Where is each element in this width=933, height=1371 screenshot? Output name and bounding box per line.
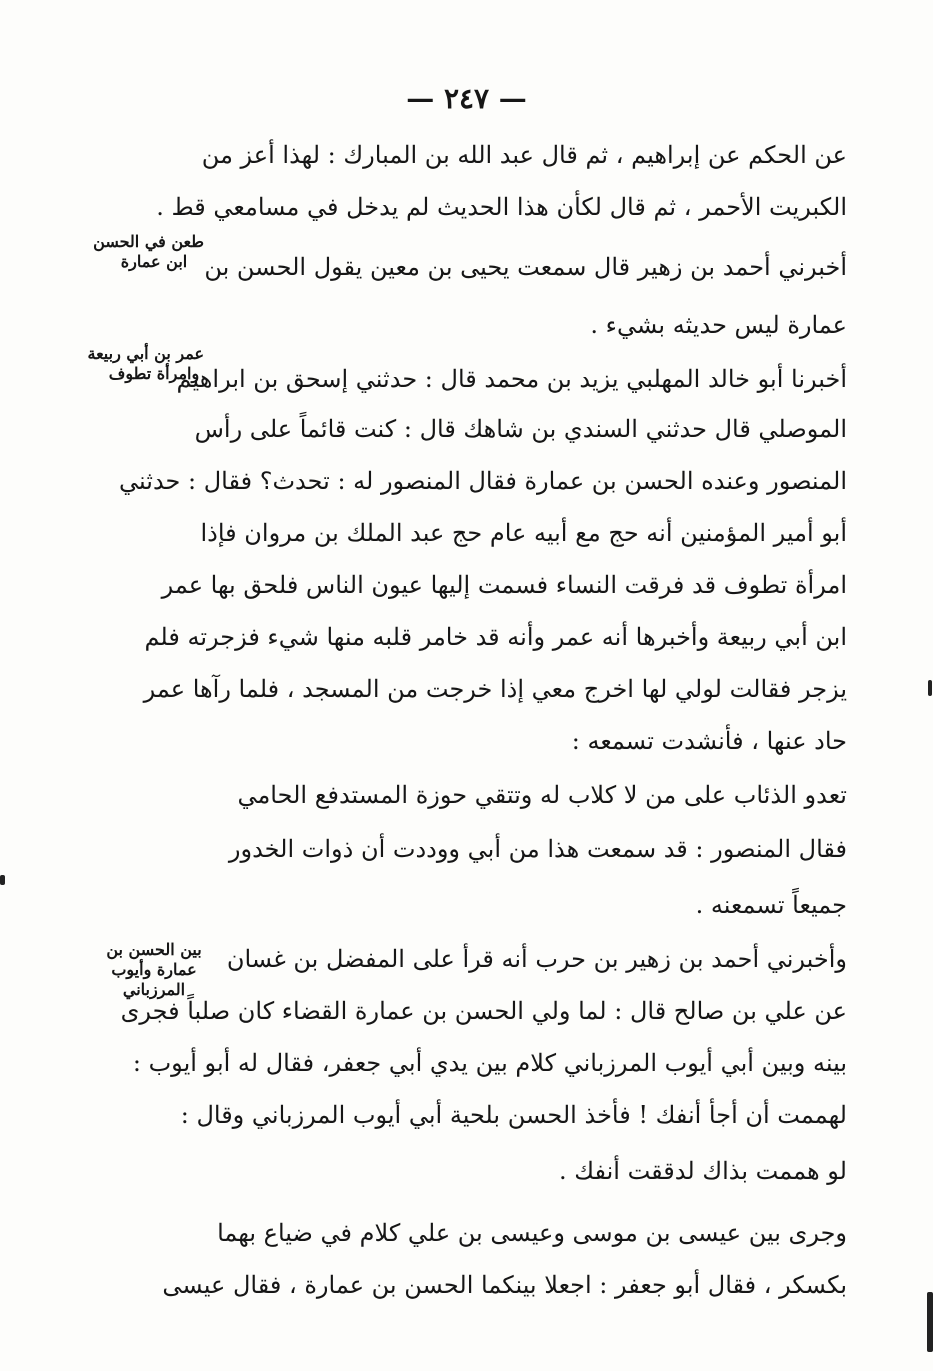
text-line: عمارة ليس حديثه بشيء . bbox=[590, 311, 847, 339]
scan-edge-mark bbox=[0, 875, 5, 885]
margin-note bbox=[93, 232, 204, 272]
margin-note-line: وامرأة تطوف bbox=[108, 364, 200, 383]
text-line: تعدو الذئاب على من لا كلاب له وتتقي حوزة المستدفع الحامي bbox=[237, 781, 847, 809]
text-line: المنصور وعنده الحسن بن عمارة فقال المنصور له : تحدث؟ فقال : حدثني bbox=[119, 467, 847, 495]
margin-note-line: عمر بن أبي ربيعة bbox=[87, 344, 204, 363]
text-line: جميعاً تسمعنه . bbox=[695, 891, 847, 919]
text-line: وجرى بين عيسى بن موسى وعيسى بن علي كلام في ضياع بهما bbox=[217, 1219, 847, 1247]
text-line: بينه وبين أبي أيوب المرزباني كلام بين يدي أبي جعفر، فقال له أبو أيوب : bbox=[132, 1049, 847, 1077]
page-number: — ٢٤٧ — bbox=[406, 82, 527, 115]
text-line: حاد عنها ، فأنشدت تسمعه : bbox=[571, 727, 847, 755]
text-line: لو هممت بذاك لدققت أنفك . bbox=[559, 1157, 847, 1185]
margin-note-line: ابن عمارة bbox=[120, 252, 188, 271]
margin-note-line: طعن في الحسن bbox=[93, 232, 204, 251]
text-line: الكبريت الأحمر ، ثم قال لكأن هذا الحديث لم يدخل في مسامعي قط . bbox=[156, 193, 847, 221]
text-line: وأخبرني أحمد بن زهير بن حرب أنه قرأ على المفضل بن غسان bbox=[226, 945, 847, 973]
text-line: الموصلي قال حدثني السندي بن شاهك قال : كنت قائماً على رأس bbox=[194, 415, 847, 443]
text-line: لهممت أن أجأ أنفك ! فأخذ الحسن بلحية أبي أيوب المرزباني وقال : bbox=[180, 1101, 847, 1129]
text-line: أخبرني أحمد بن زهير قال سمعت يحيى بن معين يقول الحسن بن bbox=[204, 253, 847, 281]
margin-note-line: عمارة وأيوب bbox=[111, 960, 197, 979]
text-line: امرأة تطوف قد فرقت النساء فسمت إليها عيون الناس فلحق بها عمر bbox=[161, 571, 847, 599]
text-line: عن علي بن صالح قال : لما ولي الحسن بن عمارة القضاء كان صلباً فجرى bbox=[120, 997, 847, 1025]
margin-note-line: بين الحسن بن bbox=[106, 940, 202, 959]
text-line: أخبرنا أبو خالد المهلبي يزيد بن محمد قال : حدثني إسحق بن ابراهيم bbox=[176, 365, 847, 393]
scan-edge-mark bbox=[928, 680, 932, 696]
text-line: أبو أمير المؤمنين أنه حج مع أبيه عام حج عبد الملك بن مروان فإذا bbox=[200, 519, 847, 547]
text-line: فقال المنصور : قد سمعت هذا من أبي ووددت أن ذوات الخدور bbox=[228, 835, 847, 863]
margin-note bbox=[104, 940, 204, 1000]
text-line: عن الحكم عن إبراهيم ، ثم قال عبد الله بن المبارك : لهذا أعز من bbox=[201, 141, 847, 169]
text-line: يزجر فقالت لولي لها اخرج معي إذا خرجت من المسجد ، فلما رآها عمر bbox=[143, 675, 847, 703]
text-line: بكسكر ، فقال أبو جعفر : اجعلا بينكما الحسن بن عمارة ، فقال عيسى bbox=[162, 1271, 847, 1299]
margin-note bbox=[87, 344, 204, 384]
text-line: ابن أبي ربيعة وأخبرها أنه عمر وأنه قد خامر قلبه منها شيء فزجرته فلم bbox=[144, 623, 847, 651]
margin-note-line: المرزباني bbox=[122, 980, 186, 999]
scan-edge-mark bbox=[927, 1292, 933, 1352]
